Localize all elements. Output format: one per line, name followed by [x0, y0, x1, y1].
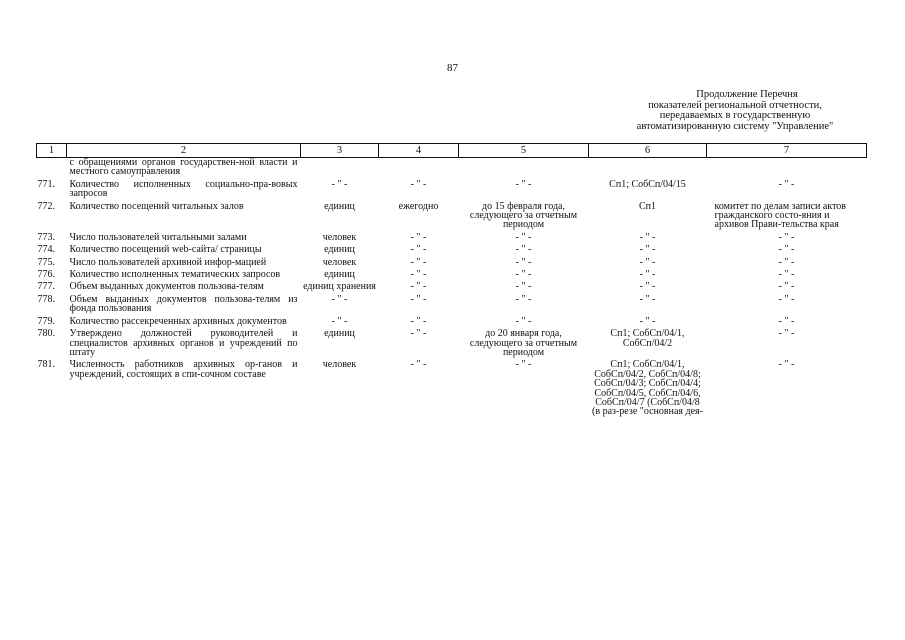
period-cell: - " - — [410, 315, 427, 327]
continuation-text: с обращениями органов государствен-ной власти и местного самоуправления — [69, 157, 298, 178]
indicator-name: Число пользователей архивной инфор-мацией — [69, 256, 267, 268]
period-cell: - " - — [410, 293, 427, 305]
organization-cell: - " - — [778, 231, 795, 243]
unit-cell: единиц — [324, 328, 355, 340]
row-number: 778. — [37, 293, 55, 305]
period-cell: - " - — [410, 269, 427, 281]
organization-cell: - " - — [778, 256, 795, 268]
row-number: 775. — [37, 256, 55, 268]
unit-cell: единиц — [324, 269, 355, 281]
row-number: 776. — [37, 269, 55, 281]
form-cell: - " - — [639, 293, 656, 305]
indicator-name: Объем выданных документов пользова-телям из фонда пользования — [69, 293, 298, 315]
organization-cell: - " - — [778, 281, 795, 293]
unit-cell: - " - — [331, 293, 348, 305]
table-row — [37, 245, 867, 254]
row-number: 772. — [37, 200, 55, 212]
deadline-cell: - " - — [515, 244, 532, 256]
table-row — [37, 258, 867, 267]
indicator-name: Утверждено должностей руководителей и специалистов архивных органов и учреждений по штату — [69, 328, 298, 358]
deadline-cell: до 20 января года, следующего за отчетным периодом — [469, 328, 578, 358]
table-row — [37, 233, 867, 242]
row-number: 777. — [37, 281, 55, 293]
unit-cell: единиц — [324, 244, 355, 256]
heading-line-4: автоматизированную систему "Управление" — [636, 120, 834, 132]
organization-cell: - " - — [778, 328, 795, 340]
row-number: 773. — [37, 231, 55, 243]
form-cell: Сп1; СобСп/04/1, СобСп/04/2 — [610, 328, 685, 349]
deadline-cell: - " - — [515, 231, 532, 243]
table-row — [37, 282, 867, 291]
period-cell: - " - — [410, 359, 427, 371]
organization-cell: - " - — [778, 244, 795, 256]
table-row — [37, 317, 867, 326]
table-row — [37, 180, 867, 199]
unit-cell: - " - — [331, 315, 348, 327]
period-cell: ежегодно — [398, 200, 439, 212]
row-number: 779. — [37, 315, 55, 327]
organization-cell: - " - — [778, 293, 795, 305]
unit-cell: человек — [322, 231, 357, 243]
indicator-name: Количество исполненных тематических запросов — [69, 269, 281, 281]
continuation-row — [37, 158, 867, 177]
indicator-name: Число пользователей читальными залами — [69, 231, 247, 243]
heading-line-2: показателей региональной отчетности, — [648, 99, 822, 111]
heading-line-1: Продолжение Перечня — [696, 89, 798, 100]
row-number: 771. — [37, 178, 55, 190]
form-cell: Сп1; СобСп/04/15 — [609, 178, 686, 190]
deadline-cell: до 15 февраля года, следующего за отчетным периодом — [469, 200, 578, 231]
row-number: 774. — [37, 244, 55, 256]
form-cell: - " - — [639, 269, 656, 281]
form-cell: - " - — [639, 244, 656, 256]
column-header: 2 — [67, 144, 301, 158]
period-cell: - " - — [410, 231, 427, 243]
organization-cell: - " - — [778, 269, 795, 281]
indicator-name: Численность работников архивных ор-ганов и учреждений, состоящих в спи-сочном составе — [69, 359, 298, 380]
form-cell: - " - — [639, 315, 656, 327]
period-cell: - " - — [410, 178, 427, 190]
organization-cell: - " - — [778, 315, 795, 327]
deadline-cell: - " - — [515, 269, 532, 281]
indicator-name: Количество рассекреченных архивных документов — [69, 315, 287, 327]
unit-cell: единиц — [324, 200, 355, 212]
page-number: 87 — [447, 62, 458, 74]
table-row — [37, 270, 867, 279]
column-header: 7 — [707, 144, 867, 158]
period-cell: - " - — [410, 256, 427, 268]
column-header: 6 — [589, 144, 707, 158]
indicators-table — [36, 143, 867, 417]
column-header: 3 — [301, 144, 379, 158]
form-cell: - " - — [639, 256, 656, 268]
form-cell: Сп1 — [638, 200, 657, 212]
unit-cell: - " - — [331, 178, 348, 190]
deadline-cell: - " - — [515, 359, 532, 371]
form-cell: - " - — [639, 231, 656, 243]
form-cell: - " - — [639, 281, 656, 293]
row-number: 781. — [37, 359, 55, 371]
row-number: 780. — [37, 328, 55, 340]
organization-cell: комитет по делам записи актов гражданского состо-яния и архивов Прави-тельства края — [714, 200, 847, 231]
form-cell: Сп1; СобСп/04/1, СобСп/04/2, СобСп/04/8; СобСп/04/3; СобСп/04/4; СобСп/04/5, СобСп/04/6, СобСп/04/7 (СобСп/04/8 (в раз-резе "основная дея- — [592, 359, 703, 418]
table-row — [37, 295, 867, 314]
table-row — [37, 202, 867, 230]
period-cell: - " - — [410, 244, 427, 256]
indicator-name: Количество посещений читальных залов — [69, 200, 244, 212]
continuation-heading — [600, 90, 870, 132]
column-header: 1 — [37, 144, 67, 158]
unit-cell: единиц хранения — [303, 281, 376, 293]
deadline-cell: - " - — [515, 315, 532, 327]
period-cell: - " - — [410, 328, 427, 340]
column-header: 4 — [379, 144, 459, 158]
deadline-cell: - " - — [515, 281, 532, 293]
organization-cell: - " - — [778, 359, 795, 371]
table-row — [37, 329, 867, 357]
table-row — [37, 360, 867, 416]
organization-cell: - " - — [778, 178, 795, 190]
unit-cell: человек — [322, 359, 357, 371]
column-header: 5 — [459, 144, 589, 158]
indicator-name: Количество исполненных социально-пра-вовых запросов — [69, 178, 298, 200]
indicator-name: Объем выданных документов пользова-телям — [69, 281, 264, 293]
period-cell: - " - — [410, 281, 427, 293]
indicator-name: Количество посещений web-сайта/ страницы — [69, 244, 262, 256]
deadline-cell: - " - — [515, 293, 532, 305]
heading-line-3: передаваемых в государственную — [659, 110, 811, 121]
deadline-cell: - " - — [515, 178, 532, 190]
unit-cell: человек — [322, 256, 357, 268]
column-number-row — [37, 144, 867, 158]
deadline-cell: - " - — [515, 256, 532, 268]
